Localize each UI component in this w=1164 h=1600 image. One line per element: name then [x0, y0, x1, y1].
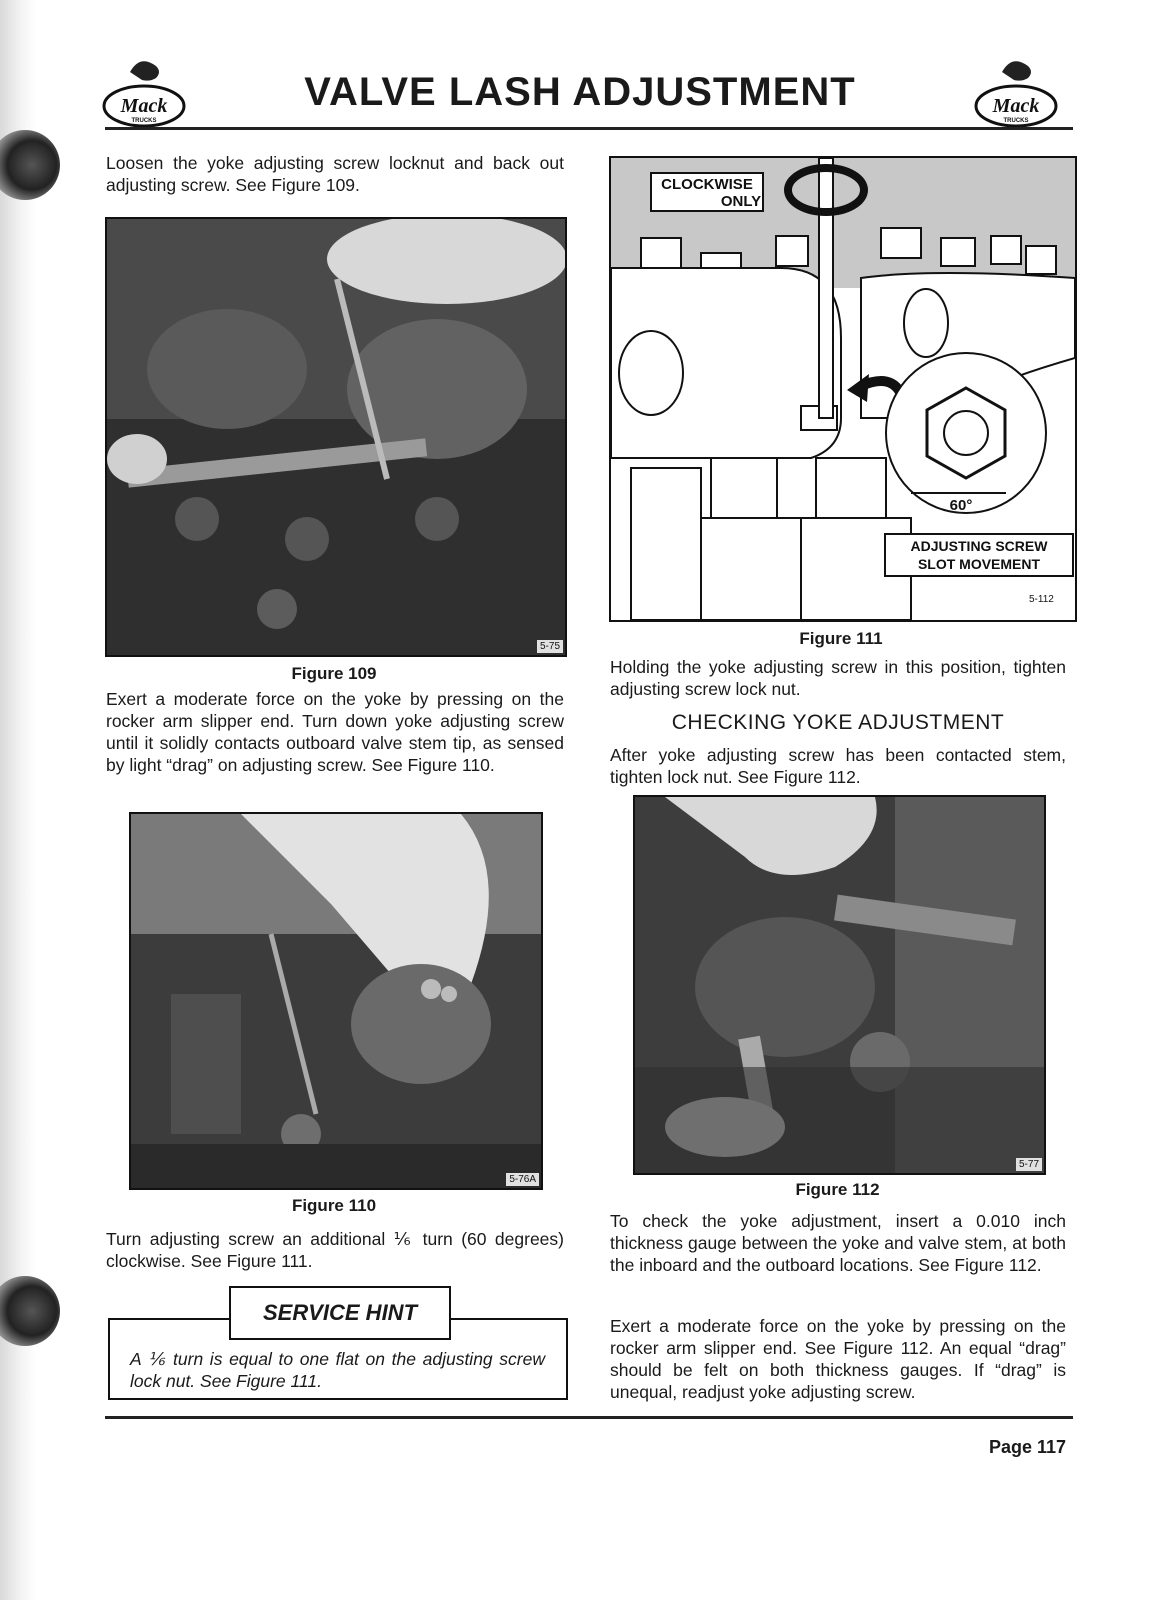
binder-hole-bottom	[0, 1276, 60, 1346]
section-heading-checking-yoke: CHECKING YOKE ADJUSTMENT	[671, 711, 1005, 734]
right-para-4: Exert a moderate force on the yoke by pressing on the rocker arm slipper end. See Figure 112. An equal “drag” should be felt on both thickness gauges. If “drag” is unequal, readjust yoke adjusting screw.	[610, 1316, 1066, 1402]
left-para-1: Loosen the yoke adjusting screw locknut and back out adjusting screw. See Figure 109.	[106, 153, 564, 195]
figure-109-caption: Figure 109	[291, 664, 377, 683]
figure-111-caption: Figure 111	[799, 629, 883, 648]
figure-112-caption: Figure 112	[795, 1180, 880, 1199]
svg-text:Mack: Mack	[120, 95, 168, 117]
svg-text:ONLY: ONLY	[720, 193, 762, 210]
service-hint-text: A ⅙ turn is equal to one flat on the adjusting screw lock nut. See Figure 111.	[130, 1349, 545, 1391]
figure-112-photo	[633, 795, 1046, 1175]
figure-109-photo	[105, 217, 567, 657]
svg-text:5-112: 5-112	[1029, 594, 1054, 605]
mack-logo-left	[100, 50, 188, 130]
mack-logo-right	[972, 50, 1060, 130]
svg-text:ADJUSTING SCREW: ADJUSTING SCREW	[910, 538, 1048, 554]
svg-text:TRUCKS: TRUCKS	[131, 118, 157, 124]
footer-rule	[105, 1416, 1073, 1419]
right-para-2: After yoke adjusting screw has been contacted stem, tighten lock nut. See Figure 112.	[610, 745, 1066, 787]
page-edge-shadow	[0, 0, 36, 1600]
right-para-3: To check the yoke adjustment, insert a 0.010 inch thickness gauge between the yoke and valve stem, at both the inboard and the outboard locations. See Figure 112.	[610, 1211, 1066, 1275]
figure-112-id: 5-77	[1016, 1158, 1042, 1171]
figure-110-caption: Figure 110	[291, 1196, 377, 1215]
left-para-3: Turn adjusting screw an additional ⅙ turn (60 degrees) clockwise. See Figure 111.	[106, 1229, 564, 1271]
figure-111-diagram	[609, 156, 1077, 622]
page-title: VALVE LASH ADJUSTMENT	[304, 70, 856, 114]
svg-text:60°: 60°	[949, 497, 973, 514]
svg-text:TRUCKS: TRUCKS	[1003, 118, 1029, 124]
figure-110-id: 5-76A	[506, 1173, 539, 1186]
svg-text:SLOT MOVEMENT: SLOT MOVEMENT	[917, 556, 1041, 572]
figure-110-photo	[129, 812, 543, 1190]
left-para-2: Exert a moderate force on the yoke by pressing on the rocker arm slipper end. Turn down yoke adjusting screw until it solidly contacts outboard valve stem tip, as sensed by light “drag” on adjusting screw. See Figure 110.	[106, 689, 564, 775]
header-rule	[105, 127, 1073, 130]
figure-109-id: 5-75	[537, 640, 563, 653]
svg-text:CLOCKWISE: CLOCKWISE	[661, 176, 753, 193]
page-number: Page 117	[988, 1437, 1066, 1457]
service-hint-title: SERVICE HINT	[229, 1286, 451, 1340]
binder-hole-top	[0, 130, 60, 200]
right-para-1: Holding the yoke adjusting screw in this position, tighten adjusting screw lock nut.	[610, 657, 1066, 699]
svg-text:Mack: Mack	[992, 95, 1040, 117]
